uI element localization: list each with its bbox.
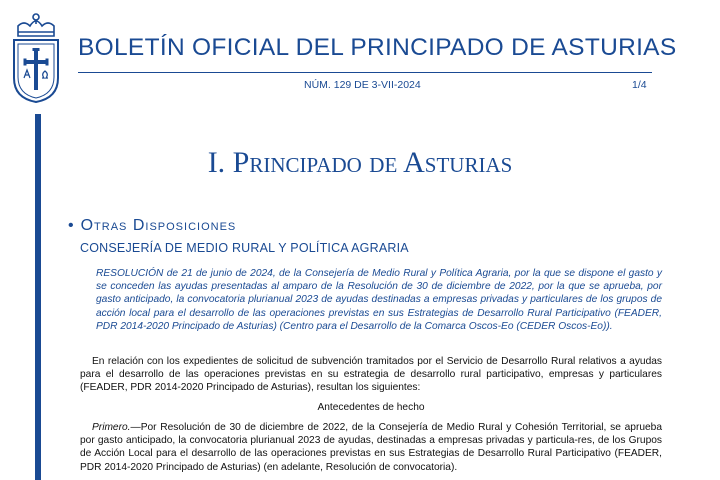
first-fact-paragraph: [80, 421, 662, 474]
subsection-title: [68, 217, 236, 235]
subsection-label: Otras Disposiciones: [80, 217, 237, 234]
first-fact-text: —Por Resolución de 30 de diciembre de 2022, de la Consejería de Medio Rural y Cohesión Territorial, se aprueba por gasto anticipado, la convocatoria plurianual 2023 de ayudas, destinadas a empresas privadas y particula-res, de los Grupos de Acción Local para el desarrollo de las operaciones previstas en sus Estrategias de Desarrollo Rural Participativo (FEADER, PDR 2014-2020 Principado de Asturias) (en adelante, Resolución de convocatoria).: [80, 422, 662, 473]
intro-paragraph: En relación con los expedientes de solicitud de subvención tramitados por el Servicio de Desarrollo Rural relativos a ayudas para el desarrollo de las operaciones previstas en su estrategia de desarrollo rural participativo, empresas y particulares (FEADER, PDR 2014-2020 Principado de Asturias), resultan los siguientes:: [80, 356, 662, 394]
facts-heading: Antecedentes de hecho: [317, 402, 425, 413]
first-fact-lead: Primero.: [92, 422, 131, 433]
issue-number: NÚM. 129 DE 3-VII-2024: [304, 79, 421, 91]
header-rule: [78, 72, 652, 73]
bulletin-title: BOLETÍN OFICIAL DEL PRINCIPADO DE ASTURIAS: [78, 34, 677, 61]
department-name: CONSEJERÍA DE MEDIO RURAL Y POLÍTICA AGRARIA: [80, 241, 409, 255]
resolution-summary: RESOLUCIÓN de 21 de junio de 2024, de la Consejería de Medio Rural y Política Agraria, por la que se dispone el gasto y se conceden las ayudas presentadas al amparo de la Resolución de 30 de diciembre de 2022, por la que se aprueba, por gasto anticipado, la convocatoria plurianual 2023 de ayudas destinadas a empresas privadas y particulares de los grupos de acción local para el desarrollo de las operaciones previstas en sus Estrategias de Desarrollo Rural Participativo (FEADER, PDR 2014-2020 Principado de Asturias) (Centro para el Desarrollo de la Comarca Oscos-Eo (CEDER Oscos-Eo)).: [96, 268, 662, 332]
bullet-icon: •: [68, 217, 75, 234]
section-title: I. Principado de Asturias: [207, 146, 513, 179]
asturias-coat-of-arms-icon: [10, 12, 62, 104]
page-number: 1/4: [632, 79, 647, 91]
